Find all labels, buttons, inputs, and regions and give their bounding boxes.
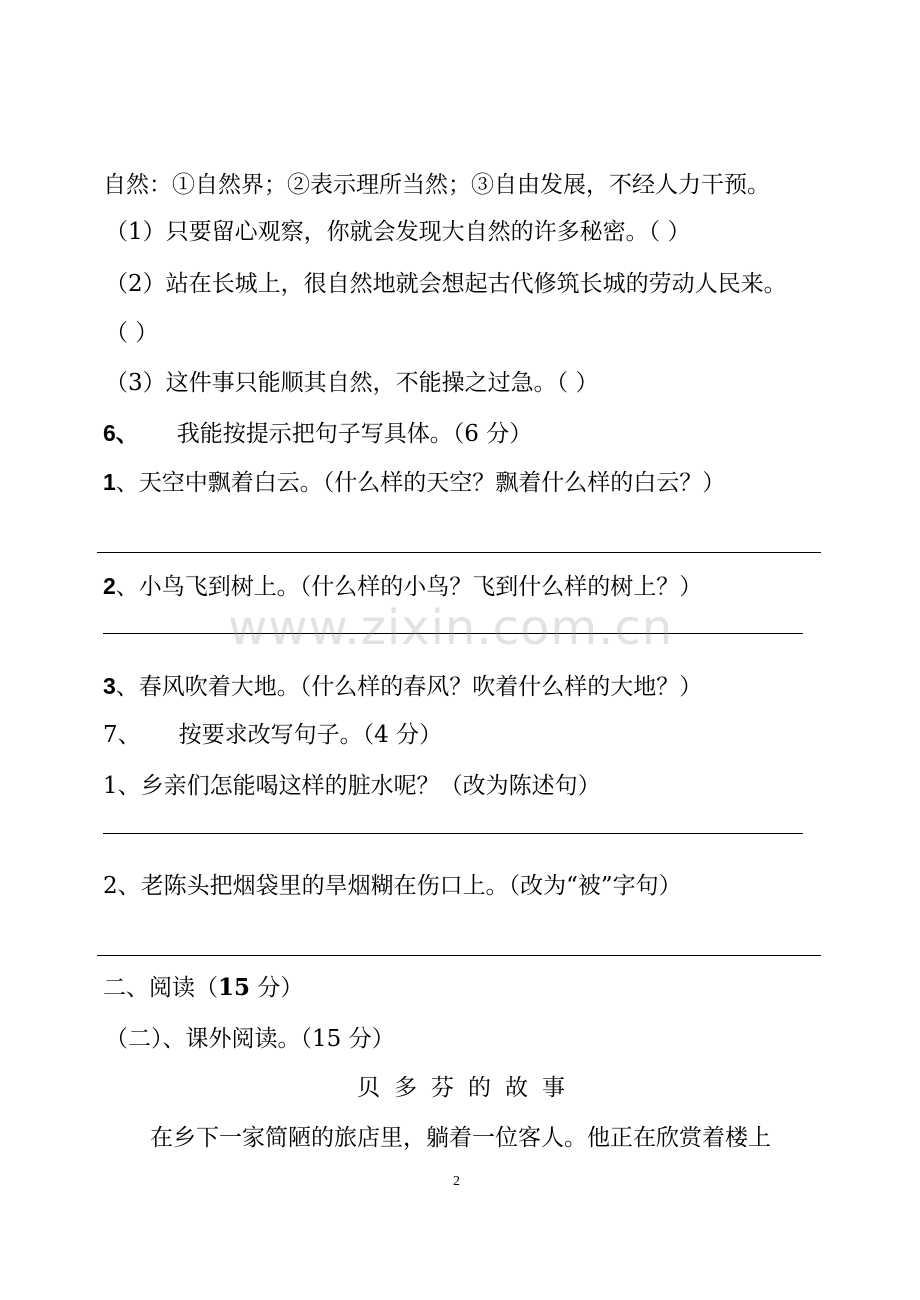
- section-7-number: 7、: [103, 722, 141, 748]
- section-6-item-1: [103, 467, 725, 498]
- reading-subheading: （二）、课外阅读。（15 分）: [105, 1026, 395, 1052]
- answer-line-7-2[interactable]: [97, 955, 821, 956]
- section-7-item-1: 1、乡亲们怎能喝这样的脏水呢？（改为陈述句）: [103, 773, 601, 799]
- answer-line-6-2[interactable]: [103, 633, 803, 634]
- section-6-number: 6、: [103, 420, 139, 446]
- reading-heading: [103, 973, 303, 1003]
- reading-heading-suffix: 分）: [250, 975, 304, 1001]
- reading-heading-prefix: 二、阅读（: [103, 975, 218, 1001]
- section-7-heading: [103, 720, 442, 750]
- page-number: 2: [453, 1174, 460, 1189]
- section-6-title: 我能按提示把句子写具体。（6 分）: [176, 421, 533, 447]
- section-6-item-3: [103, 671, 702, 702]
- item-number: 2: [103, 573, 116, 599]
- question-5-3: （3）这件事只能顺其自然，不能操之过急。（ ）: [105, 370, 599, 396]
- answer-line-6-1[interactable]: [97, 552, 821, 553]
- section-7-title: 按要求改写句子。（4 分）: [178, 722, 443, 748]
- story-title: 贝多芬的故事: [357, 1075, 579, 1101]
- definition-line: 自然：①自然界；②表示理所当然；③自由发展，不经人力干预。: [103, 172, 770, 198]
- section-6-item-2: [103, 571, 702, 602]
- watermark: www.zixin.com.cn: [228, 600, 674, 656]
- question-5-2: （2）站在长城上，很自然地就会想起古代修筑长城的劳动人民来。: [105, 271, 787, 297]
- answer-line-7-1[interactable]: [103, 833, 803, 834]
- item-text: 、小鸟飞到树上。（什么样的小鸟？飞到什么样的树上？）: [115, 574, 703, 600]
- item-number: 3: [103, 673, 116, 699]
- story-paragraph: 在乡下一家简陋的旅店里，躺着一位客人。他正在欣赏着楼上: [150, 1125, 771, 1151]
- item-text: 、天空中飘着白云。（什么样的天空？飘着什么样的白云？）: [115, 470, 726, 496]
- section-6-heading: [103, 418, 532, 449]
- section-7-item-2: 2、老陈头把烟袋里的旱烟糊在伤口上。（改为“被”字句）: [103, 873, 682, 899]
- reading-heading-score: 15: [218, 974, 251, 1001]
- item-text: 、春风吹着大地。（什么样的春风？吹着什么样的大地？）: [115, 674, 703, 700]
- question-5-2-blank: （ ）: [105, 320, 159, 346]
- question-5-1: （1）只要留心观察，你就会发现大自然的许多秘密。（ ）: [105, 219, 691, 245]
- item-number: 1: [103, 469, 116, 495]
